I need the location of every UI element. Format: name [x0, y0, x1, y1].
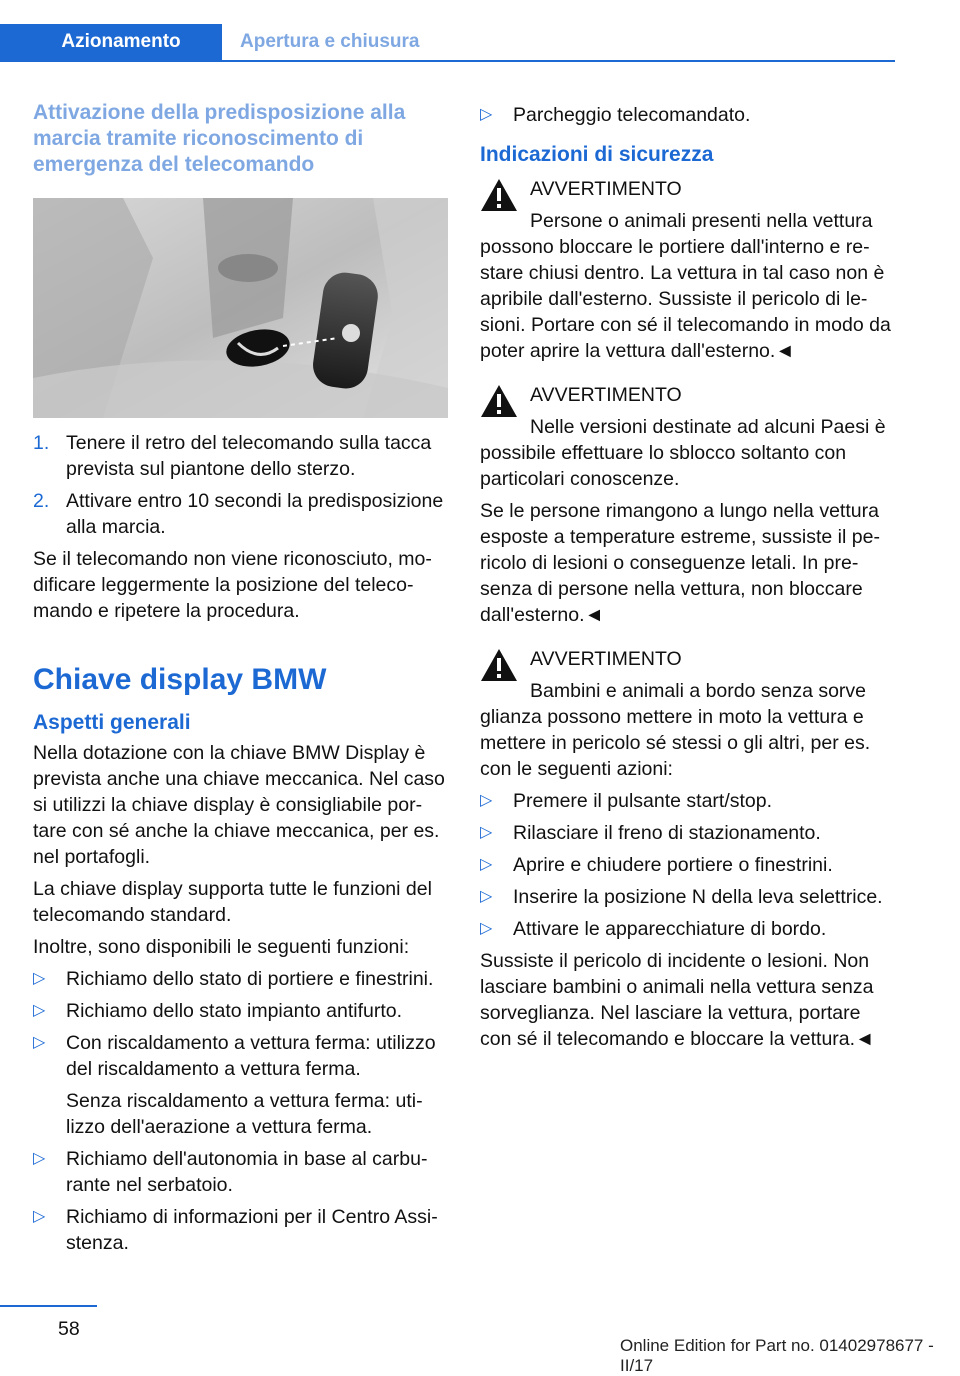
tab-apertura-chiusura[interactable]: Apertura e chiusura [240, 31, 420, 52]
warning-title: AVVERTIMENTO [530, 178, 682, 200]
list-item [33, 1030, 448, 1140]
function-text: Richiamo dell'autonomia in base al carburante nel serbatoio. [66, 1148, 428, 1196]
top-list [480, 102, 892, 128]
function-text: Richiamo dello stato impianto antifurto. [66, 1000, 403, 1022]
function-text: Richiamo dello stato di portiere e finestrini. [66, 968, 434, 990]
list-item [480, 852, 892, 878]
warning-title: AVVERTIMENTO [530, 648, 682, 670]
general-paragraph-2: La chiave display supporta tutte le funzioni del telecomando standard. [33, 878, 432, 926]
list-item [33, 966, 448, 992]
triangle-bullet-icon: ▷ [480, 106, 493, 123]
step-text: Tenere il retro del telecomando sulla tacca prevista sul piantone dello sterzo. [66, 432, 432, 480]
triangle-bullet-icon: ▷ [480, 856, 493, 873]
top-item-text: Parcheggio telecomandato. [513, 104, 751, 126]
warning-triangle-icon [480, 384, 518, 418]
warning-title: AVVERTIMENTO [530, 384, 682, 406]
left-column [33, 100, 448, 1262]
warning-body: glianza possono mettere in moto la vettura e mettere in pericolo sé stessi o gli altri, per es. con le seguenti azioni: [480, 706, 871, 780]
action-text: Premere il pulsante start/stop. [513, 790, 773, 812]
step-text: Attivare entro 10 secondi la predisposizione alla marcia. [66, 490, 444, 538]
function-text: Richiamo di informazioni per il Centro Assistenza. [66, 1206, 438, 1254]
page-number: 58 [58, 1318, 80, 1340]
heading-display-key: Chiave display BMW [33, 663, 327, 696]
triangle-bullet-icon: ▷ [33, 1002, 46, 1019]
warning-block-1 [480, 176, 892, 364]
step-number: 2. [33, 490, 50, 512]
warning-body: possono bloccare le portiere dall'interno e restare chiusi dentro. La vettura in tal caso non è apribile dall'esterno. Sussiste il pericolo di lesioni. Portare con sé il telecomando in modo da poter aprire la vettura dall'esterno.◄ [480, 236, 891, 362]
list-item [480, 916, 892, 942]
list-item [480, 820, 892, 846]
triangle-bullet-icon: ▷ [33, 970, 46, 987]
warning-triangle-icon [480, 178, 518, 212]
action-text: Attivare le apparecchiature di bordo. [513, 918, 827, 940]
list-item [480, 102, 892, 128]
triangle-bullet-icon: ▷ [480, 824, 493, 841]
list-item [33, 430, 448, 482]
steering-column-key-image [33, 198, 448, 418]
warning-triangle-icon [480, 648, 518, 682]
tab-azionamento[interactable]: Azionamento [0, 24, 222, 60]
function-text: Con riscaldamento a vettura ferma: utilizzo del riscaldamento a vettura ferma. [66, 1032, 436, 1080]
section-title-emergency: Attivazione della predisposizione alla marcia tramite riconoscimento di emergenza del telecomando [33, 101, 406, 176]
warning-block-3 [480, 646, 892, 782]
list-item [33, 488, 448, 540]
triangle-bullet-icon: ▷ [33, 1150, 46, 1167]
warning-first-line: Bambini e animali a bordo senza sorve [530, 680, 867, 702]
action-text: Aprire e chiudere portiere o finestrini. [513, 854, 833, 876]
action-text: Inserire la posizione N della leva selettrice. [513, 886, 883, 908]
list-item [33, 1146, 448, 1198]
heading-general: Aspetti generali [33, 711, 191, 734]
triangle-bullet-icon: ▷ [480, 888, 493, 905]
right-column [480, 100, 892, 1058]
list-item [480, 884, 892, 910]
list-item [33, 1204, 448, 1256]
list-item [480, 788, 892, 814]
general-paragraph-1: Nella dotazione con la chiave BMW Display è prevista anche una chiave meccanica. Nel caso si utilizzi la chiave display è consigliabile portare con sé anche la chiave meccanica, per es. nel portafogli. [33, 742, 445, 868]
extreme-temperature-paragraph: Se le persone rimangono a lungo nella vettura esposte a temperature estreme, sussiste il pericolo di lesioni o conseguenze letali. In presenza di persone nella vettura, non bloccare dall'esterno.◄ [480, 500, 880, 626]
warning-first-line: Persone o animali presenti nella vettura [530, 210, 873, 232]
footer-divider [0, 1305, 97, 1307]
header-divider [0, 60, 895, 62]
retry-paragraph: Se il telecomando non viene riconosciuto, modificare leggermente la posizione del telecomando e ripetere la procedura. [33, 548, 432, 622]
heading-safety: Indicazioni di sicurezza [480, 143, 714, 166]
warning-block-2 [480, 382, 892, 492]
list-item [33, 998, 448, 1024]
warning-first-line: Nelle versioni destinate ad alcuni Paesi è [530, 416, 886, 438]
final-paragraph: Sussiste il pericolo di incidente o lesioni. Non lasciare bambini o animali nella vettura senza sorveglianza. Nel lasciare la vettura, portare con sé il telecomando e bloccare la vettura.◄ [480, 950, 875, 1050]
general-paragraph-3: Inoltre, sono disponibili le seguenti funzioni: [33, 936, 410, 958]
edition-text: Online Edition for Part no. 01402978677 - II/17 [620, 1336, 934, 1375]
step-number: 1. [33, 432, 50, 454]
page-header [0, 0, 895, 62]
functions-list [33, 966, 448, 1256]
function-subtext: Senza riscaldamento a vettura ferma: utilizzo dell'aerazione a vettura ferma. [66, 1090, 423, 1138]
triangle-bullet-icon: ▷ [33, 1208, 46, 1225]
triangle-bullet-icon: ▷ [33, 1034, 46, 1051]
triangle-bullet-icon: ▷ [480, 920, 493, 937]
action-text: Rilasciare il freno di stazionamento. [513, 822, 821, 844]
triangle-bullet-icon: ▷ [480, 792, 493, 809]
steps-list [33, 430, 448, 540]
actions-list [480, 788, 892, 942]
warning-body: possibile effettuare lo sblocco soltanto con particolari conoscenze. [480, 442, 847, 490]
